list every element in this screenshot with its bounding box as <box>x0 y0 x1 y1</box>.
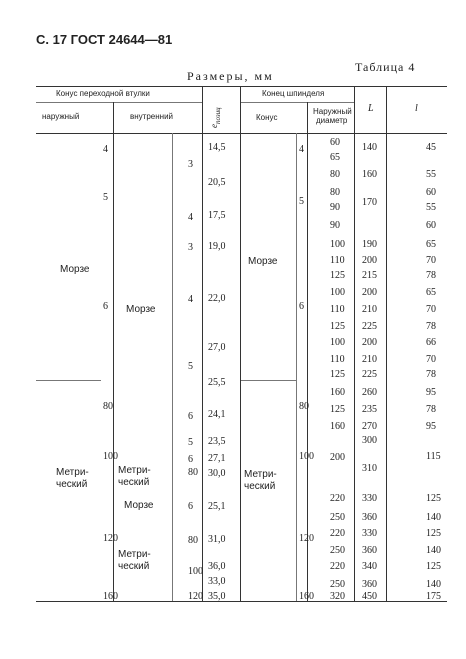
inner-size-cell: 6 <box>188 411 193 422</box>
inner-size-cell: 100 <box>188 566 203 577</box>
L-value-cell: 260 <box>362 387 377 398</box>
diameter-cell: 220 <box>330 493 345 504</box>
page-header-left: С. 17 ГОСТ 24644—81 <box>36 32 173 47</box>
inner-size-cell: 6 <box>188 501 193 512</box>
l-value-cell: 125 <box>426 561 441 572</box>
e-value-cell: 20,5 <box>208 177 226 188</box>
inner-size-cell: 4 <box>188 294 193 305</box>
l-value-cell: 55 <box>426 202 436 213</box>
inner-size-cell: 80 <box>188 467 198 478</box>
l-value-cell: 65 <box>426 287 436 298</box>
e-value-cell: 27,1 <box>208 453 226 464</box>
l-value-cell: 140 <box>426 512 441 523</box>
e-value-cell: 24,1 <box>208 409 226 420</box>
inner-size-cell: 3 <box>188 159 193 170</box>
l-value-cell: 45 <box>426 142 436 153</box>
L-value-cell: 210 <box>362 304 377 315</box>
l-value-cell: 140 <box>426 579 441 590</box>
spindle-size-cell: 6 <box>299 301 304 312</box>
outer-size-cell: 4 <box>103 144 108 155</box>
l-value-cell: 78 <box>426 270 436 281</box>
l-value-cell: 78 <box>426 404 436 415</box>
diameter-cell: 250 <box>330 545 345 556</box>
spindle-size-cell: 5 <box>299 196 304 207</box>
l-value-cell: 78 <box>426 321 436 332</box>
L-value-cell: 200 <box>362 337 377 348</box>
e-value-cell: 31,0 <box>208 534 226 545</box>
L-value-cell: 300 <box>362 435 377 446</box>
L-value-cell: 225 <box>362 321 377 332</box>
col-group-adapter: Конус переходной втулки <box>56 89 150 98</box>
l-value-cell: 95 <box>426 421 436 432</box>
L-value-cell: 200 <box>362 287 377 298</box>
e-value-cell: 14,5 <box>208 142 226 153</box>
e-value-cell: 19,0 <box>208 241 226 252</box>
spindle-size-cell: 80 <box>299 401 309 412</box>
L-value-cell: 190 <box>362 239 377 250</box>
L-value-cell: 360 <box>362 545 377 556</box>
diameter-cell: 90 <box>330 220 340 231</box>
L-value-cell: 225 <box>362 369 377 380</box>
diameter-cell: 320 <box>330 591 345 602</box>
diameter-cell: 220 <box>330 561 345 572</box>
col-group-spindle: Конец шпинделя <box>262 89 325 98</box>
L-value-cell: 310 <box>362 463 377 474</box>
outer-size-cell: 100 <box>103 451 118 462</box>
l-value-cell: 70 <box>426 255 436 266</box>
spindle-size-cell: 4 <box>299 144 304 155</box>
diameter-cell: 160 <box>330 387 345 398</box>
L-value-cell: 330 <box>362 493 377 504</box>
inner-size-cell: 4 <box>188 212 193 223</box>
inner-size-cell: 80 <box>188 535 198 546</box>
label-metric-outer: Метри- ческий <box>56 467 89 490</box>
l-value-cell: 175 <box>426 591 441 602</box>
L-value-cell: 140 <box>362 142 377 153</box>
diameter-cell: 125 <box>330 270 345 281</box>
l-value-cell: 95 <box>426 387 436 398</box>
l-value-cell: 60 <box>426 220 436 231</box>
diameter-cell: 200 <box>330 452 345 463</box>
e-value-cell: 33,0 <box>208 576 226 587</box>
diameter-cell: 160 <box>330 421 345 432</box>
col-l: l <box>415 103 418 114</box>
l-value-cell: 115 <box>426 451 441 462</box>
diameter-cell: 125 <box>330 321 345 332</box>
L-value-cell: 160 <box>362 169 377 180</box>
inner-size-cell: 5 <box>188 437 193 448</box>
e-value-cell: 30,0 <box>208 468 226 479</box>
table-caption: Размеры, мм <box>187 69 274 83</box>
label-morse-spindle: Морзе <box>248 256 278 267</box>
diameter-cell: 80 <box>330 169 340 180</box>
L-value-cell: 270 <box>362 421 377 432</box>
diameter-cell: 110 <box>330 354 345 365</box>
diameter-cell: 80 <box>330 187 340 198</box>
inner-size-cell: 3 <box>188 242 193 253</box>
l-value-cell: 60 <box>426 187 436 198</box>
diameter-cell: 100 <box>330 239 345 250</box>
e-value-cell: 25,1 <box>208 501 226 512</box>
l-value-cell: 55 <box>426 169 436 180</box>
col-L: L <box>368 103 374 114</box>
outer-size-cell: 5 <box>103 192 108 203</box>
L-value-cell: 215 <box>362 270 377 281</box>
l-value-cell: 140 <box>426 545 441 556</box>
inner-size-cell: 120 <box>188 591 203 602</box>
l-value-cell: 70 <box>426 354 436 365</box>
diameter-cell: 110 <box>330 304 345 315</box>
inner-size-cell: 5 <box>188 361 193 372</box>
outer-size-cell: 120 <box>103 533 118 544</box>
table-number: Таблица 4 <box>355 60 416 74</box>
col-outer-diameter-2: диаметр <box>316 116 348 125</box>
diameter-cell: 125 <box>330 369 345 380</box>
l-value-cell: 78 <box>426 369 436 380</box>
spindle-size-cell: 100 <box>299 451 314 462</box>
e-value-cell: 27,0 <box>208 342 226 353</box>
diameter-cell: 65 <box>330 152 340 163</box>
spindle-size-cell: 120 <box>299 533 314 544</box>
diameter-cell: 220 <box>330 528 345 539</box>
l-value-cell: 66 <box>426 337 436 348</box>
e-value-cell: 35,0 <box>208 591 226 602</box>
col-outer: наружный <box>42 112 80 121</box>
outer-size-cell: 160 <box>103 591 118 602</box>
diameter-cell: 250 <box>330 512 345 523</box>
inner-size-cell: 6 <box>188 454 193 465</box>
diameter-cell: 250 <box>330 579 345 590</box>
label-morse-inner: Морзе <box>126 304 156 315</box>
label-metric-inner-c: Метри- ческий <box>118 549 151 572</box>
diameter-cell: 90 <box>330 202 340 213</box>
col-outer-diameter-1: Наружный <box>313 107 352 116</box>
l-value-cell: 125 <box>426 493 441 504</box>
spindle-size-cell: 160 <box>299 591 314 602</box>
e-value-cell: 23,5 <box>208 436 226 447</box>
L-value-cell: 170 <box>362 197 377 208</box>
L-value-cell: 340 <box>362 561 377 572</box>
col-inner: внутренний <box>130 112 174 121</box>
outer-size-cell: 6 <box>103 301 108 312</box>
e-value-cell: 36,0 <box>208 561 226 572</box>
L-value-cell: 360 <box>362 512 377 523</box>
L-value-cell: 235 <box>362 404 377 415</box>
e-value-cell: 22,0 <box>208 293 226 304</box>
diameter-cell: 100 <box>330 337 345 348</box>
label-morse-outer: Морзе <box>60 264 90 275</box>
L-value-cell: 450 <box>362 591 377 602</box>
label-metric-inner-a: Метри- ческий <box>118 465 151 488</box>
diameter-cell: 125 <box>330 404 345 415</box>
col-cone: Конус <box>256 113 278 122</box>
e-value-cell: 25,5 <box>208 377 226 388</box>
label-metric-spindle: Метри- ческий <box>244 469 277 492</box>
l-value-cell: 70 <box>426 304 436 315</box>
L-value-cell: 360 <box>362 579 377 590</box>
diameter-cell: 60 <box>330 137 340 148</box>
outer-size-cell: 80 <box>103 401 113 412</box>
diameter-cell: 110 <box>330 255 345 266</box>
l-value-cell: 65 <box>426 239 436 250</box>
L-value-cell: 210 <box>362 354 377 365</box>
l-value-cell: 125 <box>426 528 441 539</box>
label-morse-inner-b: Морзе <box>124 500 154 511</box>
diameter-cell: 100 <box>330 287 345 298</box>
e-value-cell: 17,5 <box>208 210 226 221</box>
L-value-cell: 330 <box>362 528 377 539</box>
col-e: $e_{позиц}$ <box>209 107 222 128</box>
L-value-cell: 200 <box>362 255 377 266</box>
